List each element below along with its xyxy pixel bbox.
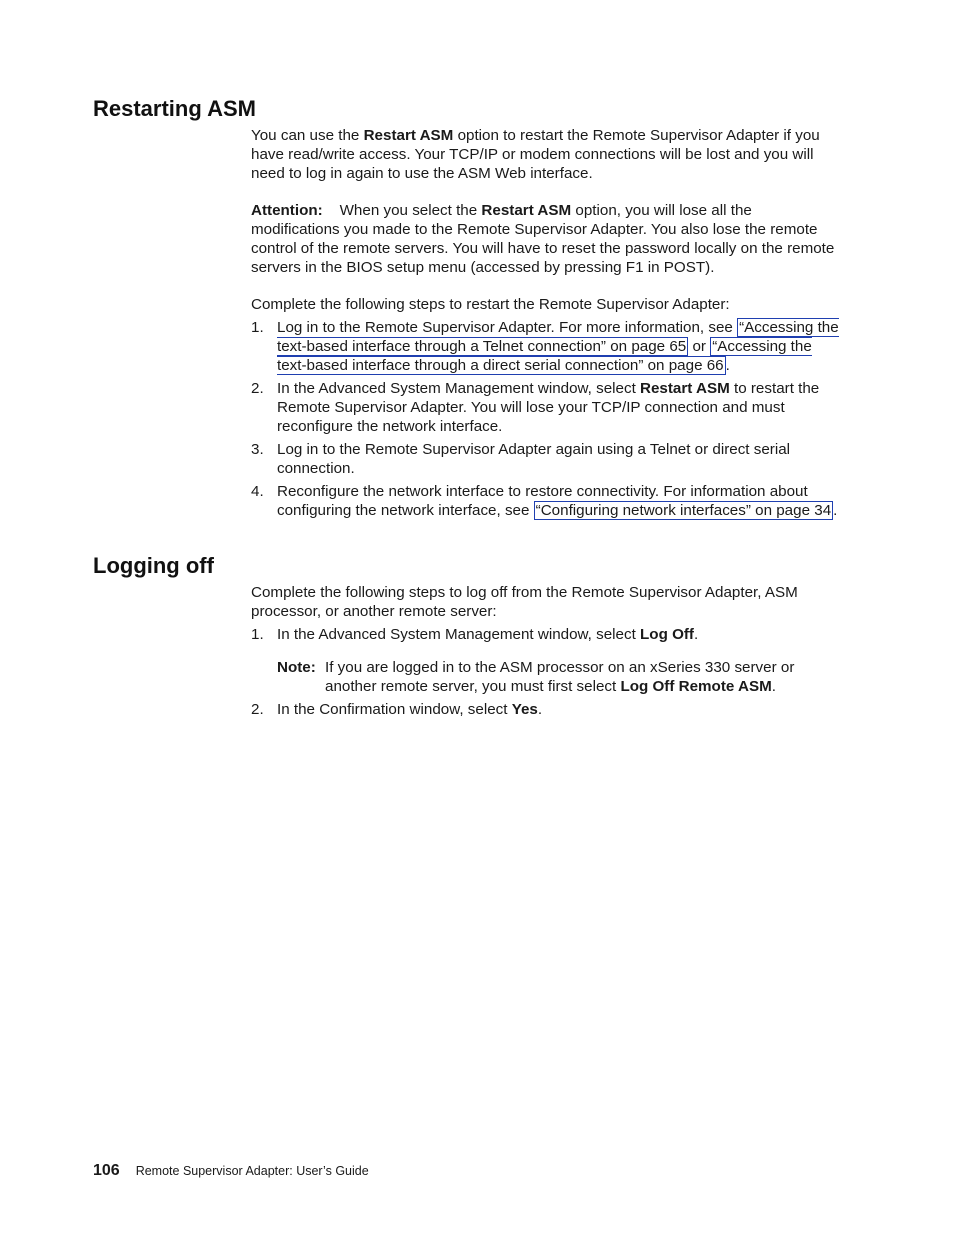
attention-label: Attention: <box>251 202 323 219</box>
bold-term: Log Off Remote ASM <box>620 678 772 695</box>
logoff-steps-list-continued <box>251 700 841 719</box>
text: . <box>694 626 699 643</box>
list-item <box>251 700 841 719</box>
text: When you select the <box>339 202 482 219</box>
steps-intro: Complete the following steps to restart the Remote Supervisor Adapter: <box>251 296 730 313</box>
book-title: Remote Supervisor Adapter: User’s Guide <box>135 1164 369 1178</box>
text: . <box>771 678 776 695</box>
text: In the Advanced System Management window, select <box>277 626 641 643</box>
list-item <box>251 625 841 644</box>
step-number: 1. <box>251 626 264 643</box>
text: If you are logged in to the ASM processor on an xSeries 330 server or another remote server, you must first select <box>325 659 795 695</box>
section-heading-restarting-asm: Restarting ASM <box>93 96 256 121</box>
text: Log in to the Remote Supervisor Adapter again using a Telnet or direct serial connection. <box>277 441 791 477</box>
step-number: 4. <box>251 483 264 500</box>
step-number: 3. <box>251 441 264 458</box>
text: option to restart the Remote Supervisor Adapter if you have read/write access. Your TCP/IP or modem connections will be lost and you will need to log in again to use the ASM Web interface. <box>251 127 820 182</box>
intro-paragraph <box>251 126 841 183</box>
restart-steps-list <box>251 318 841 520</box>
section-heading-logging-off: Logging off <box>93 553 214 578</box>
list-item <box>251 379 841 436</box>
text: Reconfigure the network interface to restore connectivity. For information about configuring the network interface, see <box>277 483 808 519</box>
serial-connection-link[interactable]: “Accessing the text-based interface through a direct serial connection” on page 66 <box>277 338 812 374</box>
list-item <box>251 440 841 478</box>
text: Log in to the Remote Supervisor Adapter. For more information, see <box>277 319 738 336</box>
step-number: 2. <box>251 701 264 718</box>
text: In the Advanced System Management window, select <box>277 380 641 397</box>
bold-term: Yes <box>511 701 538 718</box>
section-body-restarting-asm <box>251 126 841 524</box>
list-item <box>251 318 841 375</box>
list-item <box>251 482 841 520</box>
intro-paragraph: Complete the following steps to log off from the Remote Supervisor Adapter, ASM processor, or another remote server: <box>251 584 798 620</box>
note-block <box>277 658 841 696</box>
page-number: 106 <box>93 1162 120 1179</box>
configuring-network-interfaces-link[interactable]: “Configuring network interfaces” on page 34 <box>535 502 832 519</box>
text: . <box>725 357 730 374</box>
attention-paragraph <box>251 201 841 277</box>
step-number: 2. <box>251 380 264 397</box>
text: In the Confirmation window, select <box>277 701 512 718</box>
telnet-connection-link[interactable]: “Accessing the text-based interface through a Telnet connection” on page 65 <box>277 319 839 355</box>
text: or <box>688 338 711 355</box>
bold-term: Restart ASM <box>363 127 454 144</box>
text: . <box>833 502 838 519</box>
logoff-steps-list <box>251 625 841 644</box>
text: . <box>537 701 543 718</box>
page-footer <box>93 1162 369 1180</box>
text: to restart the Remote Supervisor Adapter. You will lose your TCP/IP connection and must reconfigure the network interface. <box>277 380 820 435</box>
note-text <box>325 658 841 696</box>
bold-term: Restart ASM <box>640 380 730 397</box>
note-label: Note: <box>277 659 316 676</box>
text: option, you will lose all the modifications you made to the Remote Supervisor Adapter. You also lose the remote control of the remote servers. You will have to reset the password locally on the remote servers in the BIOS setup menu (accessed by pressing F1 in POST). <box>251 202 835 276</box>
step-number: 1. <box>251 319 264 336</box>
section-body-logging-off <box>251 583 841 723</box>
text: You can use the <box>251 127 364 144</box>
bold-term: Restart ASM <box>481 202 572 219</box>
bold-term: Log Off <box>640 626 694 643</box>
